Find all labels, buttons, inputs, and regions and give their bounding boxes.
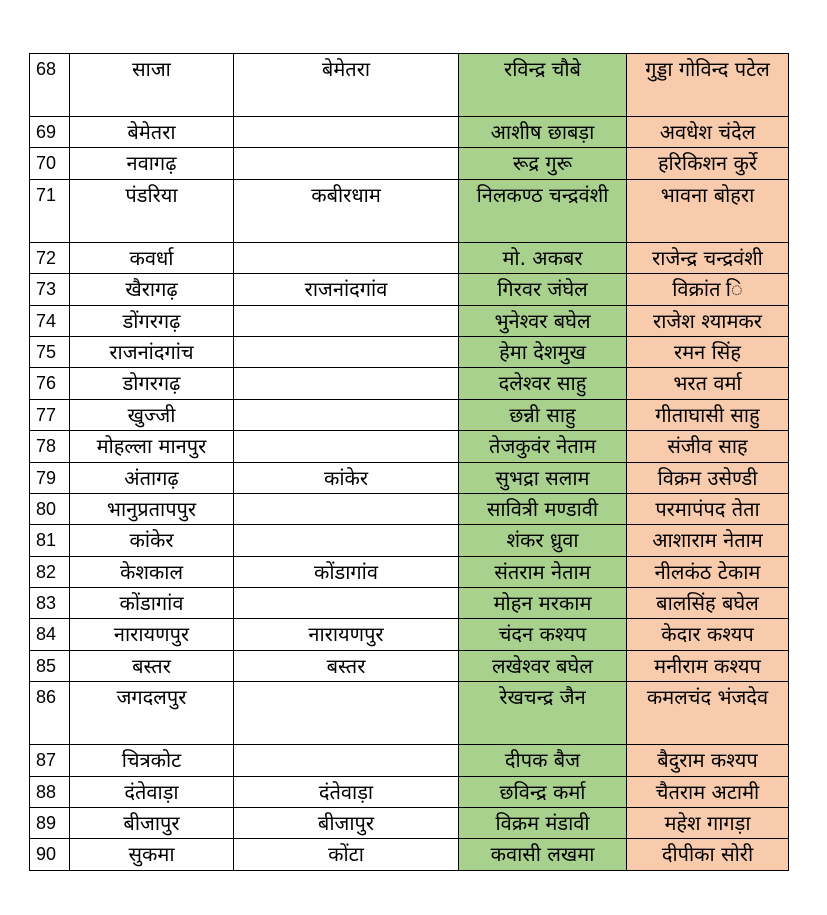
constituency-number-cell: 78 [30, 431, 70, 462]
table-body [30, 54, 789, 871]
bjp-candidate-cell: केदार कश्यप [627, 619, 789, 650]
congress-candidate-cell: गिरवर जंघेल [459, 274, 627, 305]
congress-candidate-cell: रविन्द्र चौबे [459, 54, 627, 117]
constituency-number-cell: 76 [30, 368, 70, 399]
district-cell [234, 682, 459, 745]
constituency-number-cell: 69 [30, 117, 70, 148]
congress-candidate-cell: निलकण्ठ चन्द्रवंशी [459, 179, 627, 242]
congress-candidate-cell: शंकर ध्रुवा [459, 525, 627, 556]
congress-candidate-cell: हेमा देशमुख [459, 336, 627, 367]
constituency-number-cell: 88 [30, 776, 70, 807]
table-row [30, 431, 789, 462]
table-row [30, 493, 789, 524]
district-cell [234, 117, 459, 148]
district-cell [234, 336, 459, 367]
congress-candidate-cell: छन्नी साहु [459, 399, 627, 430]
constituency-number-cell: 73 [30, 274, 70, 305]
constituency-name-cell: कांकेर [70, 525, 234, 556]
district-cell [234, 368, 459, 399]
table-row [30, 336, 789, 367]
constituency-name-cell: डोंगरगढ़ [70, 305, 234, 336]
table-row [30, 745, 789, 776]
constituency-name-cell: सुकमा [70, 839, 234, 870]
district-cell: दंतेवाड़ा [234, 776, 459, 807]
table-row [30, 399, 789, 430]
table-row [30, 117, 789, 148]
constituency-name-cell: पंडरिया [70, 179, 234, 242]
constituency-number-cell: 87 [30, 745, 70, 776]
constituency-number-cell: 89 [30, 808, 70, 839]
table-row [30, 179, 789, 242]
congress-candidate-cell: मो. अकबर [459, 242, 627, 273]
bjp-candidate-cell: चैतराम अटामी [627, 776, 789, 807]
table-row [30, 839, 789, 870]
bjp-candidate-cell: विक्रांत ि [627, 274, 789, 305]
constituency-number-cell: 79 [30, 462, 70, 493]
bjp-candidate-cell: हरिकिशन कुर्रे [627, 148, 789, 179]
congress-candidate-cell: विक्रम मंडावी [459, 808, 627, 839]
district-cell: राजनांदगांव [234, 274, 459, 305]
table-row [30, 776, 789, 807]
bjp-candidate-cell: नीलकंठ टेकाम [627, 556, 789, 587]
district-cell: बेमेतरा [234, 54, 459, 117]
district-cell: बीजापुर [234, 808, 459, 839]
constituency-name-cell: खैरागढ़ [70, 274, 234, 305]
district-cell [234, 493, 459, 524]
constituency-number-cell: 74 [30, 305, 70, 336]
bjp-candidate-cell: भरत वर्मा [627, 368, 789, 399]
congress-candidate-cell: रूद्र गुरू [459, 148, 627, 179]
bjp-candidate-cell: महेश गागड़ा [627, 808, 789, 839]
constituency-number-cell: 81 [30, 525, 70, 556]
bjp-candidate-cell: राजेश श्यामकर [627, 305, 789, 336]
district-cell [234, 242, 459, 273]
bjp-candidate-cell: परमापंपद तेता [627, 493, 789, 524]
table-row [30, 588, 789, 619]
district-cell [234, 148, 459, 179]
constituency-number-cell: 72 [30, 242, 70, 273]
constituency-name-cell: नारायणपुर [70, 619, 234, 650]
congress-candidate-cell: दीपक बैज [459, 745, 627, 776]
congress-candidate-cell: सावित्री मण्डावी [459, 493, 627, 524]
district-cell [234, 745, 459, 776]
constituency-number-cell: 86 [30, 682, 70, 745]
constituency-number-cell: 83 [30, 588, 70, 619]
constituency-name-cell: बस्तर [70, 650, 234, 681]
table-row [30, 525, 789, 556]
constituency-name-cell: बीजापुर [70, 808, 234, 839]
constituency-number-cell: 90 [30, 839, 70, 870]
table-row [30, 274, 789, 305]
congress-candidate-cell: कवासी लखमा [459, 839, 627, 870]
bjp-candidate-cell: संजीव साह [627, 431, 789, 462]
table-row [30, 242, 789, 273]
constituency-number-cell: 82 [30, 556, 70, 587]
district-cell [234, 525, 459, 556]
bjp-candidate-cell: आशाराम नेताम [627, 525, 789, 556]
congress-candidate-cell: आशीष छाबड़ा [459, 117, 627, 148]
congress-candidate-cell: मोहन मरकाम [459, 588, 627, 619]
constituency-number-cell: 80 [30, 493, 70, 524]
bjp-candidate-cell: विक्रम उसेण्डी [627, 462, 789, 493]
table-row [30, 305, 789, 336]
congress-candidate-cell: दलेश्वर साहु [459, 368, 627, 399]
constituency-name-cell: साजा [70, 54, 234, 117]
table-row [30, 650, 789, 681]
district-cell: कांकेर [234, 462, 459, 493]
bjp-candidate-cell: गीताघासी साहु [627, 399, 789, 430]
bjp-candidate-cell: राजेन्द्र चन्द्रवंशी [627, 242, 789, 273]
table-row [30, 368, 789, 399]
constituency-name-cell: केशकाल [70, 556, 234, 587]
congress-candidate-cell: रेखचन्द्र जैन [459, 682, 627, 745]
bjp-candidate-cell: कमलचंद भंजदेव [627, 682, 789, 745]
district-cell: बस्तर [234, 650, 459, 681]
congress-candidate-cell: सुभद्रा सलाम [459, 462, 627, 493]
candidate-table [29, 53, 789, 871]
constituency-name-cell: खुज्जी [70, 399, 234, 430]
table-row [30, 148, 789, 179]
congress-candidate-cell: छविन्द्र कर्मा [459, 776, 627, 807]
constituency-number-cell: 77 [30, 399, 70, 430]
congress-candidate-cell: लखेश्वर बघेल [459, 650, 627, 681]
constituency-name-cell: बेमेतरा [70, 117, 234, 148]
district-cell: नारायणपुर [234, 619, 459, 650]
congress-candidate-cell: भुनेश्वर बघेल [459, 305, 627, 336]
district-cell: कोंटा [234, 839, 459, 870]
constituency-name-cell: राजनांदगांच [70, 336, 234, 367]
district-cell [234, 431, 459, 462]
constituency-name-cell: कवर्धा [70, 242, 234, 273]
constituency-name-cell: कोंडागांव [70, 588, 234, 619]
bjp-candidate-cell: बालसिंह बघेल [627, 588, 789, 619]
constituency-name-cell: चित्रकोट [70, 745, 234, 776]
congress-candidate-cell: चंदन कश्यप [459, 619, 627, 650]
bjp-candidate-cell: गुड्डा गोविन्द पटेल [627, 54, 789, 117]
congress-candidate-cell: संतराम नेताम [459, 556, 627, 587]
district-cell [234, 399, 459, 430]
constituency-name-cell: जगदलपुर [70, 682, 234, 745]
bjp-candidate-cell: मनीराम कश्यप [627, 650, 789, 681]
constituency-name-cell: मोहल्ला मानपुर [70, 431, 234, 462]
constituency-name-cell: नवागढ़ [70, 148, 234, 179]
table-row [30, 556, 789, 587]
constituency-number-cell: 85 [30, 650, 70, 681]
district-cell: कोंडागांव [234, 556, 459, 587]
congress-candidate-cell: तेजकुवंर नेताम [459, 431, 627, 462]
bjp-candidate-cell: रमन सिंह [627, 336, 789, 367]
bjp-candidate-cell: बैदुराम कश्यप [627, 745, 789, 776]
district-cell [234, 588, 459, 619]
table-row [30, 682, 789, 745]
constituency-name-cell: अंतागढ़ [70, 462, 234, 493]
table-row [30, 808, 789, 839]
table-row [30, 54, 789, 117]
constituency-number-cell: 75 [30, 336, 70, 367]
constituency-name-cell: भानुप्रतापपुर [70, 493, 234, 524]
table-row [30, 619, 789, 650]
constituency-name-cell: दंतेवाड़ा [70, 776, 234, 807]
constituency-number-cell: 84 [30, 619, 70, 650]
constituency-number-cell: 68 [30, 54, 70, 117]
table-row [30, 462, 789, 493]
constituency-name-cell: डोगरगढ़ [70, 368, 234, 399]
constituency-number-cell: 70 [30, 148, 70, 179]
bjp-candidate-cell: अवधेश चंदेल [627, 117, 789, 148]
constituency-number-cell: 71 [30, 179, 70, 242]
bjp-candidate-cell: दीपीका सोरी [627, 839, 789, 870]
district-cell: कबीरधाम [234, 179, 459, 242]
bjp-candidate-cell: भावना बोहरा [627, 179, 789, 242]
district-cell [234, 305, 459, 336]
